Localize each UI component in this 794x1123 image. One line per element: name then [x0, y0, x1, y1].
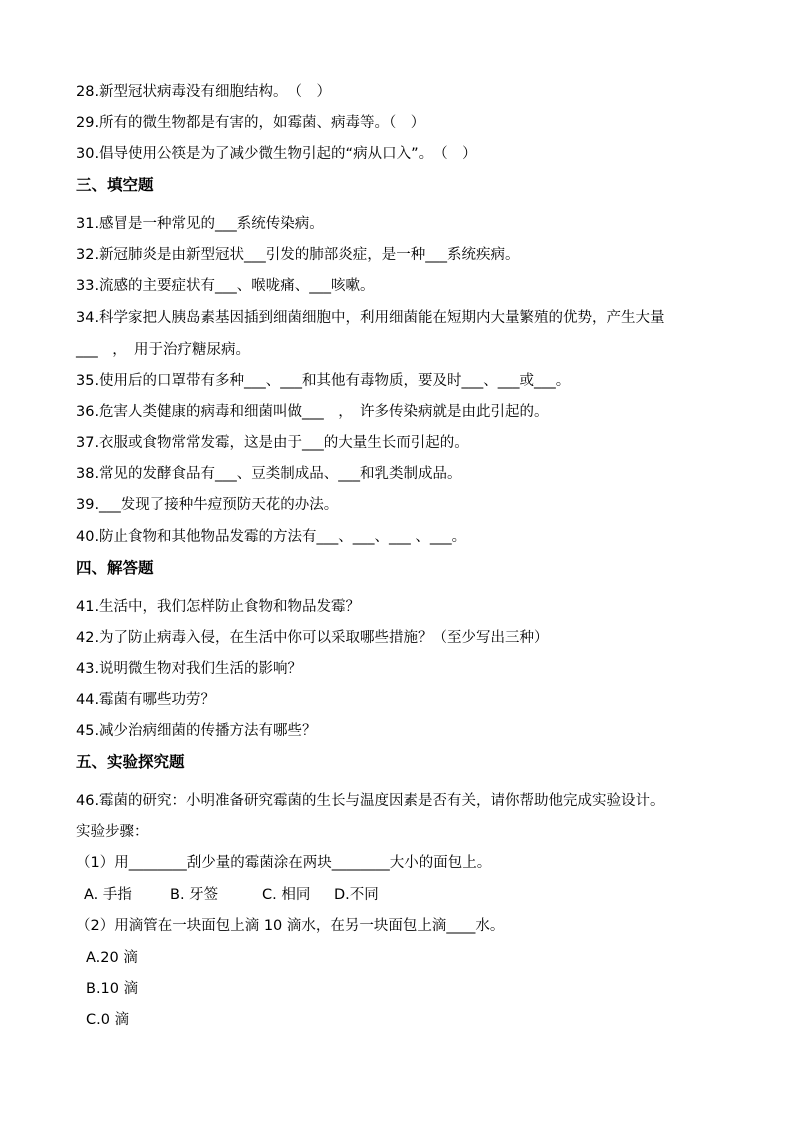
step-1: （1）用________刮少量的霉菌涂在两块________大小的面包上。: [76, 855, 492, 871]
question-40: 40.防止食物和其他物品发霉的方法有___、___、___ 、___。: [76, 529, 467, 545]
option-b-toothpick: B. 牙签: [170, 887, 219, 903]
question-44: 44.霉菌有哪些功劳？: [76, 692, 216, 708]
question-28: 28.新型冠状病毒没有细胞结构。 （ ）: [76, 84, 332, 100]
section-heading-answer: 四、解答题: [76, 559, 154, 577]
question-45: 45.减少治病细菌的传播方法有哪些？: [76, 723, 317, 739]
question-42: 42.为了防止病毒入侵，在生活中你可以采取哪些措施？（至少写出三种）: [76, 630, 549, 646]
question-43: 43.说明微生物对我们生活的影响？: [76, 661, 303, 677]
question-32: 32.新冠肺炎是由新型冠状___引发的肺部炎症，是一种___系统疾病。: [76, 247, 520, 263]
option-c-same: C. 相同: [262, 887, 311, 903]
question-37: 37.衣服或食物常常发霉，这是由于___的大量生长而引起的。: [76, 435, 469, 451]
step-2-option-a: A.20 滴: [86, 950, 138, 966]
question-35: 35.使用后的口罩带有多种___、___和其他有毒物质，要及时___、___或___。: [76, 373, 571, 389]
step-2-option-c: C.0 滴: [86, 1012, 130, 1028]
question-38: 38.常见的发酵食品有___、豆类制成品、___和乳类制成品。: [76, 466, 462, 482]
question-46: 46.霉菌的研究：小明准备研究霉菌的生长与温度因素是否有关，请你帮助他完成实验设计。: [76, 793, 665, 809]
question-34: 34.科学家把人胰岛素基因插到细菌细胞中，利用细菌能在短期内大量繁殖的优势，产生大量: [76, 310, 665, 326]
section-heading-fill-blank: 三、填空题: [76, 176, 154, 194]
option-a-finger: A. 手指: [84, 887, 132, 903]
section-heading-experiment: 五、实验探究题: [76, 753, 185, 771]
option-d-different: D.不同: [334, 887, 379, 903]
step-2-option-b: B.10 滴: [86, 981, 139, 997]
question-36: 36.危害人类健康的病毒和细菌叫做___ ， 许多传染病就是由此引起的。: [76, 404, 549, 420]
step-2: （2）用滴管在一块面包上滴 10 滴水，在另一块面包上滴____水。: [76, 918, 505, 934]
question-33: 33.流感的主要症状有___、喉咙痛、___咳嗽。: [76, 278, 375, 294]
question-30: 30.倡导使用公筷是为了减少微生物引起的“病从口入”。 （ ）: [76, 146, 477, 162]
question-39: 39.___发现了接种牛痘预防天花的办法。: [76, 497, 339, 513]
step-1-options: [84, 885, 379, 905]
question-34-continuation: ___ ， 用于治疗糖尿病。: [76, 342, 250, 358]
question-29: 29.所有的微生物都是有害的，如霉菌、病毒等。（ ）: [76, 115, 426, 131]
experiment-steps-label: 实验步骤：: [76, 824, 149, 840]
question-41: 41.生活中，我们怎样防止食物和物品发霉？: [76, 599, 361, 615]
question-31: 31.感冒是一种常见的___系统传染病。: [76, 216, 324, 232]
